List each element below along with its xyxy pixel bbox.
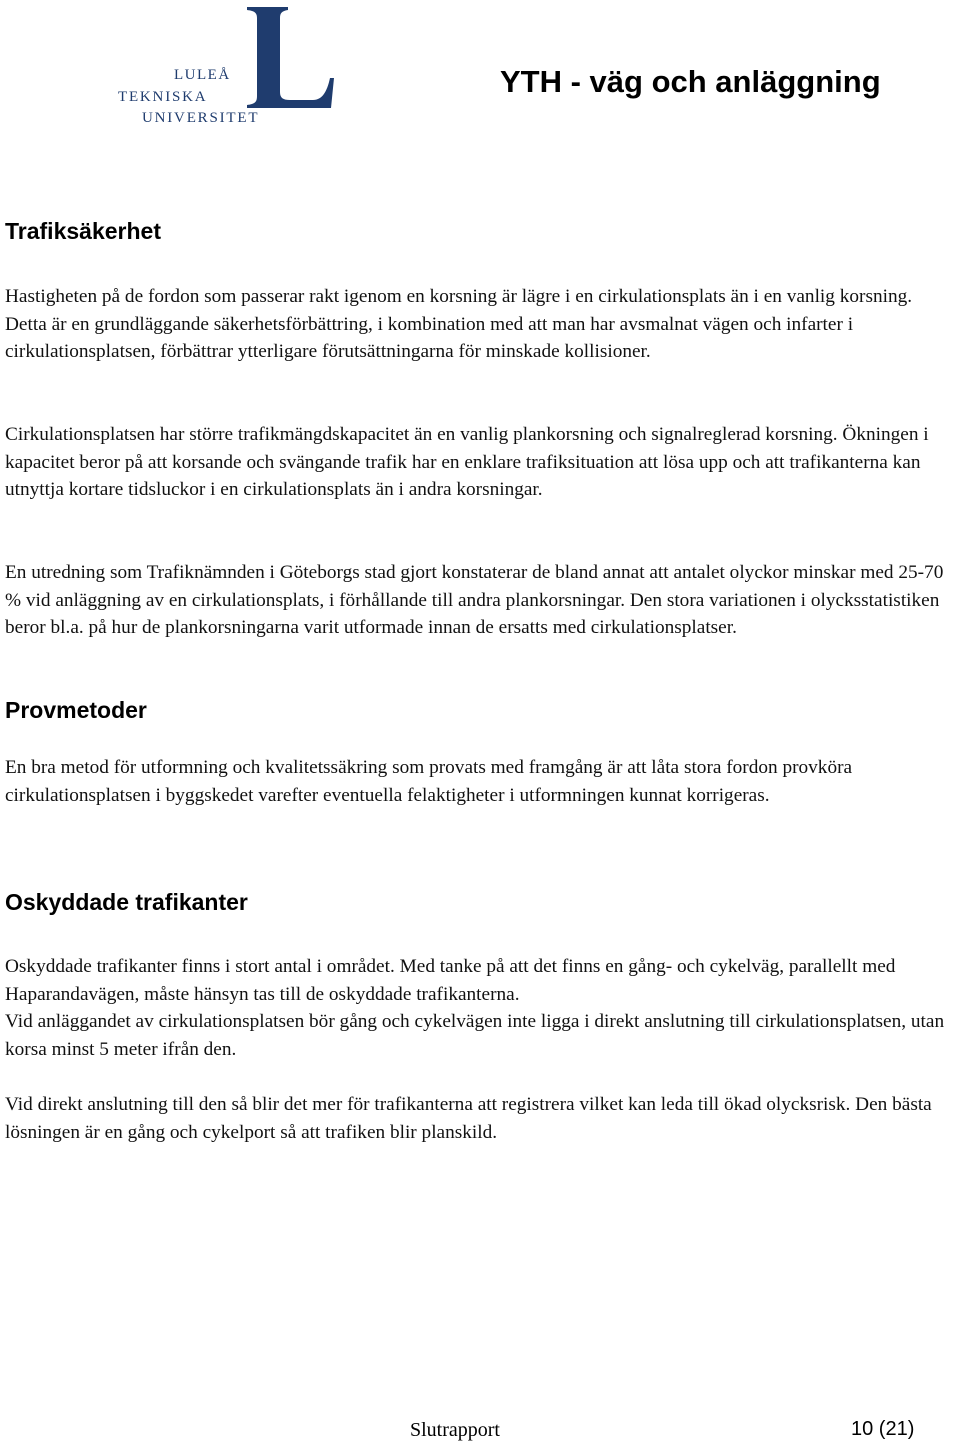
paragraph: En utredning som Trafiknämnden i Göteborgs stad gjort konstaterar de bland annat att antalet olyckor minskar med 25-70 % vid anläggning av en cirkulationsplats, i förhållande till andra plankorsningar. Den stora variationen i olycksstatistiken beror bl.a. på hur de plankorsningarna varit utformade innan de ersatts med cirkulationsplatser. [5, 562, 944, 639]
footer-label: Slutrapport [410, 1419, 500, 1441]
svg-text:UNIVERSITET: UNIVERSITET [142, 110, 260, 126]
paragraph: Cirkulationsplatsen har större trafikmängdskapacitet än en vanlig plankorsning och signalreglerad korsning. Ökningen i kapacitet beror på att korsande och svängande trafik har en enklare trafiksituation att lösa upp och att trafikanterna kan utnyttja kortare tidsluckor i en cirkulationsplats än i andra korsningar. [5, 424, 929, 501]
heading-provmetoder: Provmetoder [5, 697, 147, 723]
heading-trafiksakerhet: Trafiksäkerhet [5, 218, 161, 244]
svg-text:LULEÅ: LULEÅ [174, 67, 231, 83]
svg-text:TEKNISKA: TEKNISKA [118, 89, 208, 105]
paragraph: Vid direkt anslutning till den så blir det mer för trafikanterna att registrera vilket kan leda till ökad olycksrisk. Den bästa lösningen är en gång och cykelport så att trafiken blir planskild. [5, 1094, 932, 1143]
paragraph: En bra metod för utformning och kvalitetssäkring som provats med framgång är att låta stora fordon provköra cirkulationsplatsen i byggskedet varefter eventuella felaktigheter i utformningen kunnat korrigeras. [5, 757, 853, 806]
heading-oskyddade-trafikanter: Oskyddade trafikanter [5, 889, 248, 915]
paragraph: Hastigheten på de fordon som passerar rakt igenom en korsning är lägre i en cirkulationsplats än i en vanlig korsning. Detta är en grundläggande säkerhetsförbättring, i kombination med att man har avsmalnat vägen och infarter i cirkulationsplatsen, förbättrar ytterligare förutsättningarna för minskade kollisioner. [5, 286, 913, 363]
university-logo [116, 4, 338, 126]
document-header-title: YTH - väg och anläggning [500, 64, 881, 99]
ltu-logo-icon [116, 4, 338, 126]
paragraph-line: Oskyddade trafikanter finns i stort antal i området. Med tanke på att det finns en gång- och cykelväg, parallellt med Haparandavägen, måste hänsyn tas till de oskyddade trafikanterna. [5, 956, 896, 1005]
paragraph-line: Vid anläggandet av cirkulationsplatsen bör gång och cykelvägen inte ligga i direkt anslutning till cirkulationsplatsen, utan korsa minst 5 meter ifrån den. [5, 1011, 945, 1061]
page-number: 10 (21) [851, 1418, 915, 1440]
paragraph [5, 953, 955, 1064]
